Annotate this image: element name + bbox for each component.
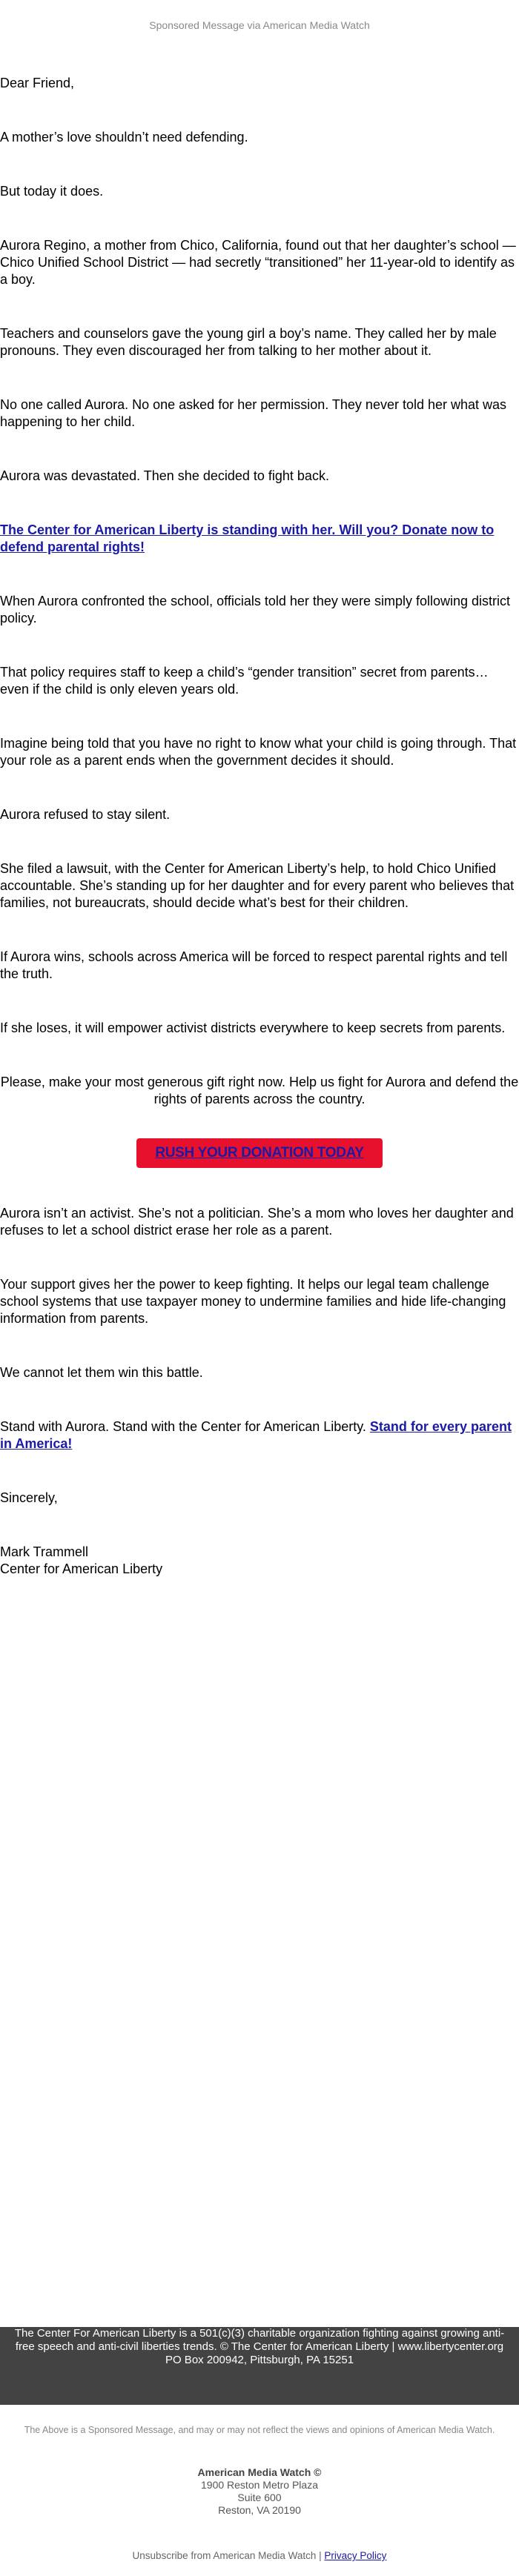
paragraph: Aurora refused to stay silent.: [0, 807, 171, 822]
closing: Sincerely,: [0, 1490, 58, 1505]
stand-link[interactable]: Stand for every parent in America!: [0, 1419, 512, 1451]
sponsor-disclaimer: The Above is a Sponsored Message, and may or may not reflect the views and opinions of American Media Watch.: [24, 2425, 495, 2435]
cta-container: [0, 1138, 519, 1168]
unsubscribe-link[interactable]: Unsubscribe from American Media Watch: [132, 2550, 317, 2561]
address-line: Reston, VA 20190: [218, 2504, 301, 2516]
privacy-policy-link[interactable]: Privacy Policy: [324, 2550, 387, 2561]
donate-paragraph: [0, 522, 519, 556]
paragraph: Aurora Regino, a mother from Chico, California, found out that her daughter’s school — Chico Unified School District — had secretly “transitioned” her 11-year-old to identify as a boy.: [0, 238, 516, 287]
paragraph: Teachers and counselors gave the young girl a boy’s name. They called her by male pronouns. They even discouraged her from talking to her mother about it.: [0, 326, 497, 358]
paragraph: If she loses, it will empower activist districts everywhere to keep secrets from parents.: [0, 1020, 506, 1035]
mailing-address: [0, 2466, 519, 2517]
paragraph: Aurora isn’t an activist. She’s not a politician. She’s a mom who loves her daughter and refuses to let a school district erase her role as a parent.: [0, 1206, 514, 1238]
paragraph: We cannot let them win this battle.: [0, 1365, 203, 1380]
org-footer: [0, 2327, 519, 2405]
sponsor-header: Sponsored Message via American Media Watch: [149, 19, 370, 31]
paragraph: No one called Aurora. No one asked for her permission. They never told her what was happening to her child.: [0, 397, 507, 429]
donate-button[interactable]: RUSH YOUR DONATION TODAY: [136, 1138, 383, 1168]
paragraph: If Aurora wins, schools across America will be forced to respect parental rights and tell the truth.: [0, 949, 508, 981]
paragraph: That policy requires staff to keep a child’s “gender transition” secret from parents… even if the child is only eleven years old.: [0, 665, 489, 697]
signature: [0, 1544, 519, 1578]
separator: |: [316, 2550, 325, 2561]
address-name: American Media Watch ©: [197, 2466, 322, 2478]
paragraph: But today it does.: [0, 184, 104, 199]
donate-link[interactable]: The Center for American Liberty is standing with her. Will you? Donate now to defend parental rights!: [0, 522, 495, 554]
paragraph: A mother’s love shouldn’t need defending.: [0, 130, 248, 145]
greeting: Dear Friend,: [0, 76, 75, 90]
org-statement: The Center For American Liberty is a 501(c)(3) charitable organization fighting against growing anti-free speech and anti-civil liberties trends. © The Center for American Liberty | www.libertycenter.org PO Box 200942, Pittsburgh, PA 15251: [14, 2327, 505, 2366]
paragraph: Imagine being told that you have no right to know what your child is going through. That your role as a parent ends when the government decides it should.: [0, 736, 517, 768]
stand-text: Stand with Aurora. Stand with the Center for American Liberty.: [0, 1419, 370, 1434]
signer-org: Center for American Liberty: [0, 1561, 163, 1576]
unsubscribe-bar: [0, 2550, 519, 2561]
stand-paragraph: [0, 1418, 519, 1453]
address-line: 1900 Reston Metro Plaza: [201, 2479, 318, 2491]
paragraph: When Aurora confronted the school, officials told her they were simply following district policy.: [0, 594, 510, 625]
appeal-paragraph: Please, make your most generous gift right now. Help us fight for Aurora and defend the rights of parents across the country.: [0, 1075, 519, 1106]
paragraph: She filed a lawsuit, with the Center for American Liberty’s help, to hold Chico Unified accountable. She’s standing up for her daughter and for every parent who believes that families, not bureaucrats, should decide what’s best for their children.: [0, 861, 515, 910]
paragraph: Your support gives her the power to keep fighting. It helps our legal team challenge school systems that use taxpayer money to undermine families and hide life-changing information from parents.: [0, 1277, 506, 1326]
signer-name: Mark Trammell: [0, 1544, 89, 1559]
address-line: Suite 600: [237, 2492, 282, 2503]
letter: [0, 75, 519, 1578]
paragraph: Aurora was devastated. Then she decided to fight back.: [0, 468, 329, 483]
